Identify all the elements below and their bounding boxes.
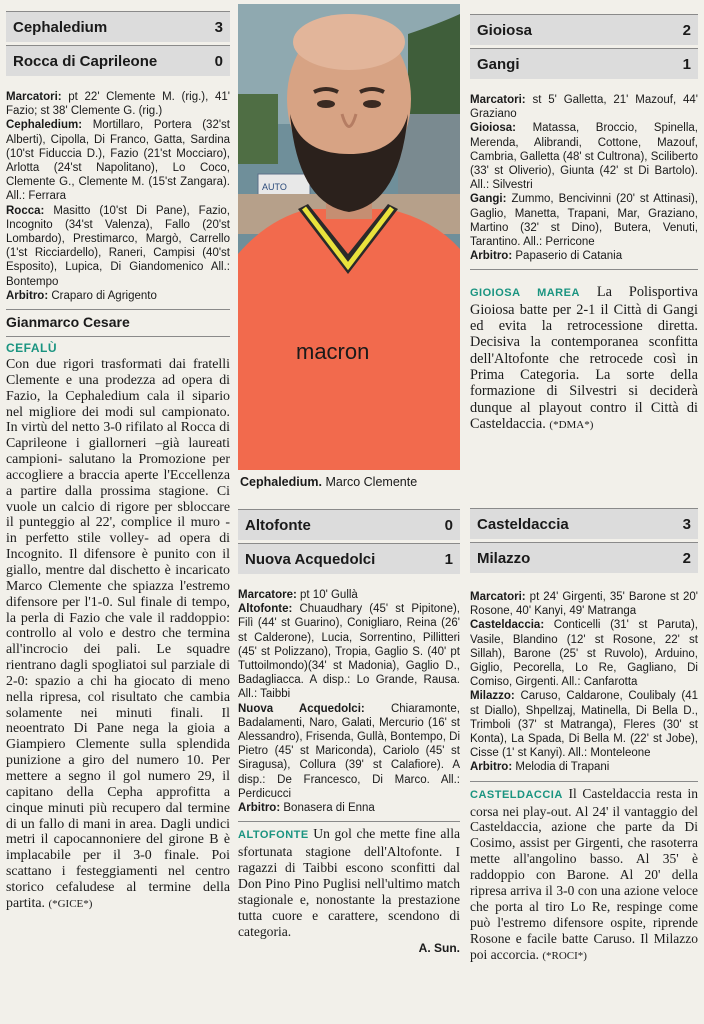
- shirt-sponsor-logo: macron: [296, 339, 370, 364]
- match-report: [470, 590, 698, 775]
- signature: (*GICE*): [48, 897, 93, 910]
- signature: (*ROCI*): [542, 949, 587, 962]
- match-report: [238, 588, 460, 815]
- background-sign-text: AUTO: [262, 182, 287, 192]
- lineup-away: Nuova Acquedolci: Chiaramonte, Badalamenti, Naro, Galati, Mercurio (16' st Alessandro), Frisenda, Gullà, Bontempo, Di Pietro (45' st Mariconda), Cariolo (45' st Siragusa), Collura (39' st Calafiore). A disp.: De Francesco, Di Marco. All.: Perdicucci: [238, 702, 460, 800]
- divider: [6, 309, 230, 310]
- match4-block: [470, 590, 698, 965]
- team-score: 0: [214, 52, 223, 70]
- author: A. Sun.: [418, 940, 460, 955]
- score-row-away: [238, 543, 460, 574]
- team-name: Rocca di Caprileone: [13, 52, 158, 70]
- scorers: Marcatori: st 5' Galletta, 21' Mazouf, 44' Graziano: [470, 94, 698, 121]
- divider: [470, 269, 698, 270]
- photo-caption: Cephaledium. Marco Clemente: [240, 475, 418, 489]
- team-name: Cephaledium: [13, 18, 108, 36]
- team-score: 2: [682, 21, 691, 39]
- score-row-away: [470, 48, 698, 79]
- scorers: Marcatori: pt 24' Girgenti, 35' Barone st 20' Rosone, 40' Kanyi, 49' Matranga: [470, 591, 699, 618]
- referee: Arbitro: Melodia di Trapani: [470, 761, 610, 774]
- match-report: [470, 93, 698, 263]
- article-kicker: ALTOFONTE: [238, 829, 309, 842]
- team-score: 3: [682, 515, 691, 533]
- left-column: [6, 0, 230, 913]
- article-kicker: CEFALÙ: [6, 341, 57, 356]
- divider: [470, 781, 698, 782]
- article-body: Con due rigori trasformati dai fratelli Clemente e una prodezza ad opera di Fazio, la Cephaledium cala il sipario nel migliore dei modi sul campionato. In virtù del netto 3-0 rifilato al Rocca di Caprileone i giallorneri –già laureati campioni- salutano la Promozione per accogliere a braccia aperte l'Eccellenza a partire dalla prossima stagione. Ci vuole un calcio di rigore per sbloccare il punteggio al 22', complice il muro - in perfetto stile volley- ad opera di Incognito. Il difensore è punito con il giallo, mentre dal dischetto è incaricato Marco Clemente che spiazza l'estremo difensore per l'1-0. Sul finale di tempo, la perla di Fazio che vale il raddoppio: controllo al volo e destro che termina all'incrocio dei pali. Le squadre rientrano dagli spogliatoi sul parziale di 2-0: spazio a chi ha giocato di meno nella ripresa, col risultato che cambia solamente nei minuti finali. Il neoentrato Di Pane nega la gioia a Giampiero Clemente sulla splendida punizione a giro del numero 10. Per mettere a segno il gol numero 29, il capitano della Cepha approfitta a cinque minuti più recupero dal termine di un fallo di mani in area. Dagli undici metri il capocannoniere del girone B è implacabile per il 3-0 finale. Poi scattano i festeggiamenti nel centro storico cefaludese al termine della partita. (*GICE*): [6, 357, 230, 911]
- right-column: [470, 0, 699, 962]
- team-name: Casteldaccia: [477, 515, 569, 533]
- match-report: [6, 90, 230, 303]
- team-name: Altofonte: [245, 516, 311, 534]
- team-score: 3: [214, 18, 223, 36]
- signature: (*DMA*): [549, 418, 594, 431]
- lineup-home: Cephaledium: Mortillaro, Portera (32'st Alberti), Cipolla, Di Franco, Gatta, Sardina (10'st Fiduccia D.), Fazio (21'st Mocciaro), Arlotta (24'st Napolitano), Lo Coco, Clemente G., Clemente M. (15'st Zangara). All.: Ferrara: [6, 119, 230, 203]
- article-kicker: GIOIOSA MAREA: [470, 287, 580, 300]
- score-row-away: [6, 45, 230, 76]
- team-score: 1: [682, 55, 691, 73]
- article-body: GIOIOSA MAREA La Polisportiva Gioiosa batte per 2-1 il Città di Gangi ed evita la retrocessione diretta. Decisiva la contemporanea sconfitta dell'Altofonte che retrocede così in Prima Categoria. La sorte della formazione di Silvestri si deciderà dunque al playout contro il Città di Casteldaccia. (*DMA*): [470, 284, 699, 432]
- score-row-home: [470, 14, 698, 45]
- score-row-home: [238, 509, 460, 540]
- player-portrait-image: [238, 4, 460, 470]
- middle-column: [238, 0, 460, 955]
- byline: Gianmarco Cesare: [6, 314, 130, 331]
- scorers: Marcatore: pt 10' Gullà: [238, 589, 358, 601]
- referee: Arbitro: Craparo di Agrigento: [6, 289, 157, 302]
- lineup-away: Gangi: Zummo, Bencivinni (20' st Attinasi), Gaglio, Manetta, Trapani, Mar, Graziano, Martino (32' st Dino), Butera, Venuti, Tarantino. All.: Perricone: [470, 193, 698, 249]
- player-photo: [238, 4, 460, 470]
- score-row-home: [470, 508, 698, 539]
- team-name: Gioiosa: [477, 21, 533, 39]
- team-name: Nuova Acquedolci: [245, 550, 376, 568]
- lineup-home: Casteldaccia: Conticelli (31' st Paruta), Vasile, Blandino (12' st Rosone, 22' st Sillah), Barone (25' st Ruvolo), Arduino, Giglio, Pecorella, Lo Re, Gagliano, Di Comiso, Girgenti. All.: Canfarotta: [470, 619, 698, 689]
- team-score: 0: [444, 516, 453, 534]
- team-score: 1: [444, 550, 453, 568]
- referee: Arbitro: Bonasera di Enna: [238, 802, 375, 815]
- article-body: CASTELDACCIA Il Casteldaccia resta in corsa nei play-out. Al 24' il vantaggio del Casteldaccia, azione che parte da Di Cosimo, assist per Girgenti, che rasoterra mette all'angolino basso. Al 35' è raddoppio con Barone. Al 20' della ripresa arriva il 3-0 con una azione veloce che porta al tiro Lo Re, respinge come può l'estremo difensore ospite, riprende Rosone e facile batte Caruso. Il Milazzo poi accorcia. (*ROCI*): [470, 785, 699, 962]
- lineup-away: Milazzo: Caruso, Caldarone, Coulibaly (41 st Diallo), Shpellzaj, Matinella, Di Bella D., Trimboli (37' st Matranga), Fleres (30' st Konta), La Spada, Di Bella M. (22' st Jobe), Cisse (1' st Kanyi). All.: Monteleone: [470, 690, 698, 760]
- article-body: ALTOFONTE Un gol che mette fine alla sfortunata stagione dell'Altofonte. I ragazzi di Taibbi escono sconfitti dal Don Pino Pino Puglisi nell'ultimo match stagionale e, nonostante la prestazione tutta cuore e carattere, scendono di categoria.: [238, 826, 460, 939]
- score-row-away: [470, 542, 698, 573]
- lineup-home: Altofonte: Chuaudhary (45' st Pipitone), Filì (44' st Guarino), Conigliaro, Reina (26' st Calderone), Lucia, Sorrentino, Pillitteri (45' st Polizzano), Tropia, Gaglio S. (40' pt Tuttoilmondo)(34' st Madonia), Gaglio D., Badagliacca. A disp.: Lo Grande, Rausa. All.: Taibbi: [238, 603, 460, 701]
- divider: [6, 336, 230, 337]
- team-name: Gangi: [477, 55, 520, 73]
- divider: [238, 821, 460, 822]
- referee: Arbitro: Papaserio di Catania: [470, 250, 623, 263]
- lineup-home: Gioiosa: Matassa, Broccio, Spinella, Merenda, Alibrandi, Cottone, Mazouf, Cambria, Galletta (48' st Cultrona), Sciliberto (33' st Oliverio), Giunta (42' st Di Bartolo). All.: Silvestri: [470, 122, 698, 192]
- lineup-away: Rocca: Masitto (10'st Di Pane), Fazio, Incognito (34'st Valenza), Fallo (20'st Lombardo), Prestimarco, Margò, Carrello (1'st Ricciardello), Raneri, Campisi (40'st Esposito), Lupica, Di Giandomenico All.: Bontempo: [6, 204, 230, 288]
- article-kicker: CASTELDACCIA: [470, 788, 563, 801]
- team-score: 2: [682, 549, 691, 567]
- scorers: Marcatori: pt 22' Clemente M. (rig.), 41' Fazio; st 38' Clemente G. (rig.): [6, 91, 230, 118]
- score-row-home: [6, 11, 230, 42]
- team-name: Milazzo: [477, 549, 531, 567]
